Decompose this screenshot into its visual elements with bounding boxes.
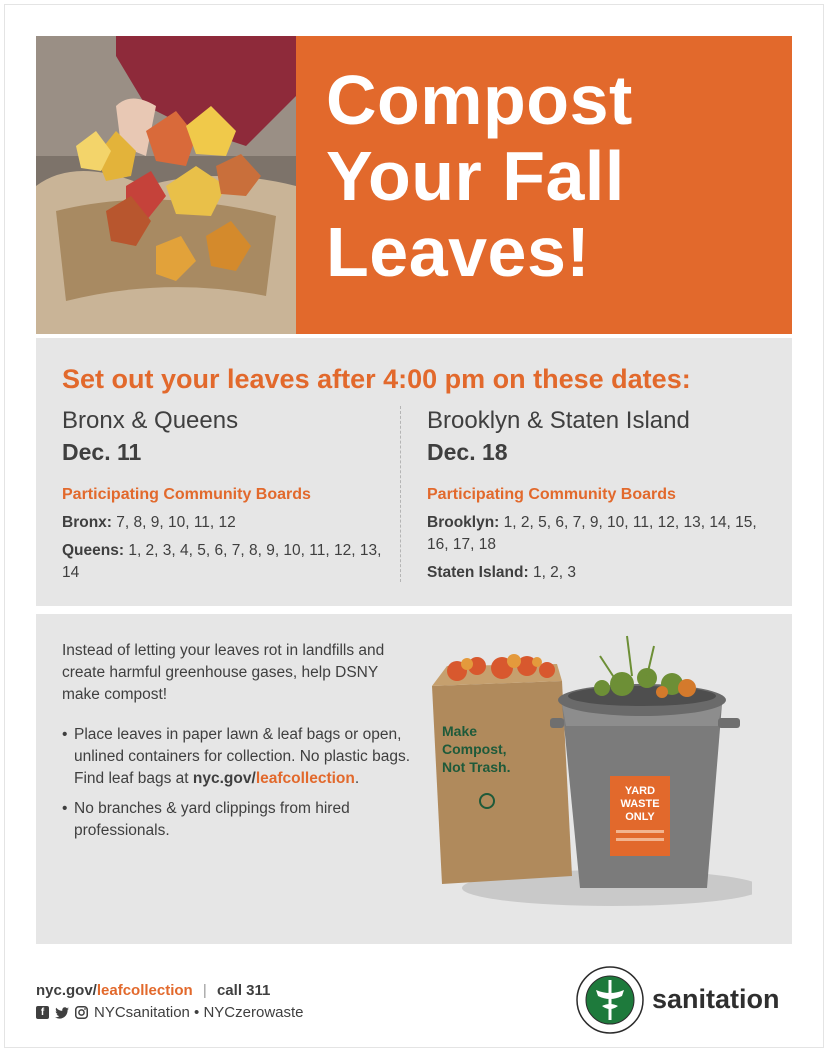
link-prefix: nyc.gov/: [192, 770, 256, 787]
bin-label-line-2: WASTE: [620, 798, 660, 810]
borough-label: Queens:: [62, 542, 125, 559]
footer-url-line: [36, 982, 270, 999]
bullet-end: .: [354, 770, 360, 787]
sanitation-wordmark: sanitation: [652, 984, 780, 1014]
bullet-text: No branches & yard clippings from hired professionals.: [74, 800, 350, 839]
dates-panel: [36, 338, 792, 606]
info-panel: [36, 614, 792, 944]
footer-social-line: [36, 1004, 304, 1021]
brooklyn-staten-island-column: [427, 406, 772, 584]
instagram-icon[interactable]: [75, 1006, 88, 1019]
board-numbers: 1, 2, 3, 4, 5, 6, 7, 8, 9, 10, 11, 12, 13, 14: [62, 542, 382, 581]
list-item: [62, 724, 412, 790]
borough-label: Staten Island:: [427, 564, 529, 581]
url-suffix: leafcollection: [96, 982, 193, 999]
column-divider: [400, 406, 401, 582]
bin-label-line-1: YARD: [624, 785, 656, 797]
community-boards-title: Participating Community Boards: [427, 486, 676, 503]
page-title: [326, 62, 776, 290]
leaves-photo: [36, 36, 296, 334]
url-prefix: nyc.gov/: [36, 982, 97, 999]
community-boards-line: [62, 540, 397, 584]
twitter-icon[interactable]: [55, 1007, 69, 1019]
community-boards-title: Participating Community Boards: [62, 486, 311, 503]
leaf-collection-link[interactable]: [193, 770, 355, 787]
board-numbers: 7, 8, 9, 10, 11, 12: [116, 514, 236, 531]
bag-text-line-3: Not Trash.: [442, 759, 511, 775]
borough-name: Bronx & Queens: [62, 407, 239, 434]
dsny-seal-logo: [576, 966, 644, 1034]
borough-label: Brooklyn:: [427, 514, 500, 531]
separator: |: [202, 982, 207, 999]
bag-text-line-1: Make: [442, 723, 478, 739]
collection-date: Dec. 18: [427, 439, 508, 465]
social-handles: NYCsanitation • NYCzerowaste: [94, 1004, 304, 1021]
link-suffix: leafcollection: [255, 770, 355, 787]
bag-and-bin-illustration: [422, 626, 752, 926]
community-boards-line: [427, 512, 772, 556]
hero-title-box: [296, 36, 792, 334]
facebook-icon[interactable]: f: [36, 1006, 49, 1019]
bronx-queens-column: [62, 406, 397, 584]
community-boards-line: [427, 562, 772, 584]
title-line-2: Your Fall: [326, 137, 625, 215]
collection-date: Dec. 11: [62, 439, 142, 465]
title-line-3: Leaves!: [326, 213, 591, 291]
hero-banner: [36, 36, 792, 334]
bullet-text: Place leaves in paper lawn & leaf bags or open, unlined containers for collection. No plastic bags. Find leaf bags at: [74, 726, 411, 787]
call-311: call 311: [216, 982, 271, 999]
leaf-collection-footer-link[interactable]: [36, 982, 193, 999]
borough-name: Brooklyn & Staten Island: [427, 407, 690, 434]
intro-text: Instead of letting your leaves rot in landfills and create harmful greenhouse gases, help DSNY make compost!: [62, 642, 385, 703]
dates-heading: Set out your leaves after 4:00 pm on these dates:: [62, 364, 691, 394]
title-line-1: Compost: [326, 61, 633, 139]
board-numbers: 1, 2, 5, 6, 7, 9, 10, 11, 12, 13, 14, 15, 16, 17, 18: [427, 514, 757, 553]
community-boards-line: [62, 512, 397, 534]
bin-label-line-3: ONLY: [625, 811, 655, 823]
bag-text-line-2: Compost,: [442, 741, 507, 757]
board-numbers: 1, 2, 3: [532, 564, 577, 581]
list-item: [62, 798, 412, 842]
instructions-list: [62, 724, 412, 850]
borough-label: Bronx:: [62, 514, 112, 531]
